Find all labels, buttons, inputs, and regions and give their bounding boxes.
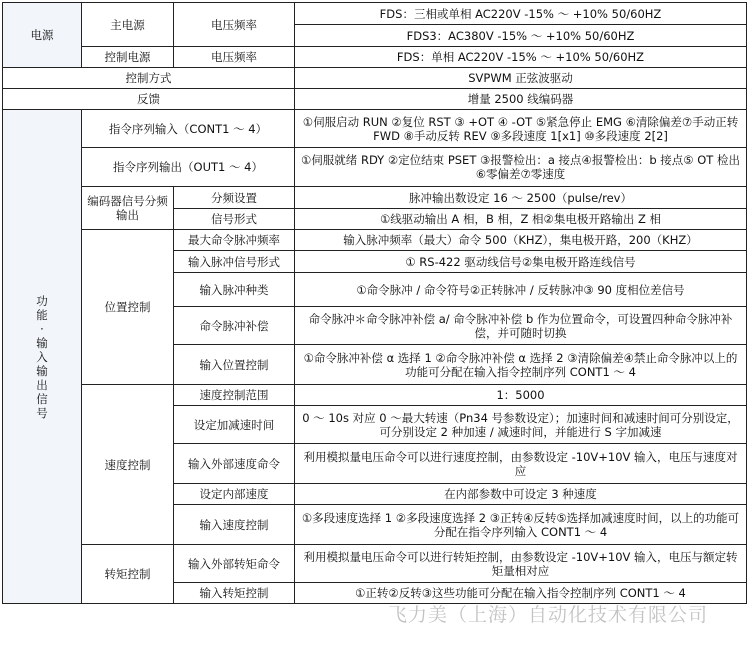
row-main-power-fds bbox=[3, 3, 747, 25]
encoder-div-label: 分频设置 bbox=[174, 187, 295, 209]
row-feedback bbox=[3, 89, 747, 110]
row-cont-out bbox=[3, 148, 747, 187]
position-row-label: 输入位置控制 bbox=[174, 345, 295, 385]
encoder-form-label: 信号形式 bbox=[174, 209, 295, 230]
speed-control-label: 速度控制 bbox=[82, 385, 174, 545]
speed-row-label: 输入外部速度命令 bbox=[174, 444, 295, 484]
position-row-label: 输入脉冲种类 bbox=[174, 273, 295, 307]
row-torque-0 bbox=[3, 545, 747, 583]
torque-row-value: ①正转②反转③这些功能可分配在输入指令控制序列 CONT1 ～ 4 bbox=[295, 583, 747, 604]
row-position-0 bbox=[3, 230, 747, 251]
position-row-value: 命令脉冲＊命令脉冲补偿 a/ 命令脉冲补偿 b 作为位置命令，可设置四种命令脉冲补偿，并可随时切换 bbox=[295, 307, 747, 345]
cont-out-value: ①伺服就绪 RDY ②定位结束 PSET ③报警检出：a 接点④报警检出：b 接点⑤ OT 检出⑥零偏差⑦零速度 bbox=[295, 148, 747, 187]
feedback-label: 反馈 bbox=[3, 89, 295, 110]
torque-control-label: 转矩控制 bbox=[82, 545, 174, 604]
control-mode-label: 控制方式 bbox=[3, 68, 295, 89]
speed-row-label: 输入速度控制 bbox=[174, 505, 295, 545]
torque-row-label: 输入外部转矩命令 bbox=[174, 545, 295, 583]
spec-table bbox=[2, 2, 747, 604]
row-encoder-div bbox=[3, 187, 747, 209]
encoder-form-value: ①线驱动输出 A 相，B 相，Z 相②集电极开路输出 Z 相 bbox=[295, 209, 747, 230]
control-mode-value: SVPWM 正弦波驱动 bbox=[295, 68, 747, 89]
cont-in-label: 指令序列输入（CONT1 ～ 4） bbox=[82, 110, 295, 148]
torque-row-label: 输入转矩控制 bbox=[174, 583, 295, 604]
main-fds-value: FDS：三相或单相 AC220V -15% ～ +10% 50/60HZ bbox=[295, 3, 747, 25]
torque-row-value: 利用模拟量电压命令可以进行转矩控制，由参数设定 -10V+10V 输入，电压与额定转矩量相对应 bbox=[295, 545, 747, 583]
speed-row-label: 速度控制范围 bbox=[174, 385, 295, 406]
encoder-out-label: 编码器信号分频输出 bbox=[82, 187, 174, 230]
position-row-label: 输入脉冲信号形式 bbox=[174, 251, 295, 273]
main-power-label: 主电源 bbox=[82, 3, 174, 47]
cont-in-value: ①伺服启动 RUN ②复位 RST ③ +OT ④ -OT ⑤紧急停止 EMG ⑥清除偏差⑦手动正转 FWD ⑧手动反转 REV ⑨多段速度 1[x1] ⑩多段速度 2[2] bbox=[295, 110, 747, 148]
speed-row-value: 1：5000 bbox=[295, 385, 747, 406]
control-fds-value: FDS：单相 AC220V -15% ～ +10% 50/60HZ bbox=[295, 47, 747, 68]
position-row-label: 命令脉冲补偿 bbox=[174, 307, 295, 345]
function-io-label: 功 能 · 输 入 输 出 信 号 bbox=[3, 110, 82, 604]
speed-row-value: 在内部参数中可设定 3 种速度 bbox=[295, 484, 747, 505]
row-speed-0 bbox=[3, 385, 747, 406]
speed-row-value: 利用模拟量电压命令可以进行速度控制，由参数设定 -10V+10V 输入，电压与速度对应 bbox=[295, 444, 747, 484]
main-freq-label: 电压频率 bbox=[174, 3, 295, 47]
cont-out-label: 指令序列输出（OUT1 ～ 4） bbox=[82, 148, 295, 187]
position-row-value: ①命令脉冲 / 命令符号②正转脉冲 / 反转脉冲③ 90 度相位差信号 bbox=[295, 273, 747, 307]
row-control-power bbox=[3, 47, 747, 68]
speed-row-value: ①多段速度选择 1 ②多段速度选择 2 ③正转④反转⑤选择加减速度时间，以上的功能可分配在指令序列输入 CONT1 ～ 4 bbox=[295, 505, 747, 545]
position-row-value: 输入脉冲频率（最大）命令 500（KHZ），集电极开路，200（KHZ） bbox=[295, 230, 747, 251]
position-row-label: 最大命令脉冲频率 bbox=[174, 230, 295, 251]
speed-row-label: 设定加减速时间 bbox=[174, 406, 295, 444]
row-cont-in bbox=[3, 110, 747, 148]
position-control-label: 位置控制 bbox=[82, 230, 174, 385]
control-freq-label: 电压频率 bbox=[174, 47, 295, 68]
speed-row-label: 设定内部速度 bbox=[174, 484, 295, 505]
speed-row-value: 0 ～ 10s 对应 0 ～最大转速（Pn34 号参数设定）；加速时间和减速时间可分别设定，可分别设定 2 种加速 / 减速时间，并能进行 S 字加减速 bbox=[295, 406, 747, 444]
position-row-value: ①命令脉冲补偿 α 选择 1 ②命令脉冲补偿 α 选择 2 ③清除偏差④禁止命令脉冲以上的功能可分配在输入指令控制序列 CONT1 ～ 4 bbox=[295, 345, 747, 385]
feedback-value: 增量 2500 线编码器 bbox=[295, 89, 747, 110]
control-power-label: 控制电源 bbox=[82, 47, 174, 68]
power-label: 电源 bbox=[3, 3, 82, 68]
company-watermark: 飞力美（上海）自动化技术有限公司 bbox=[388, 604, 709, 626]
position-row-value: ① RS-422 驱动线信号②集电极开路连线信号 bbox=[295, 251, 747, 273]
row-control-mode bbox=[3, 68, 747, 89]
main-fds3-value: FDS3：AC380V -15% ～ +10% 50/60HZ bbox=[295, 25, 747, 47]
encoder-div-value: 脉冲输出数设定 16 ～ 2500（pulse/rev） bbox=[295, 187, 747, 209]
